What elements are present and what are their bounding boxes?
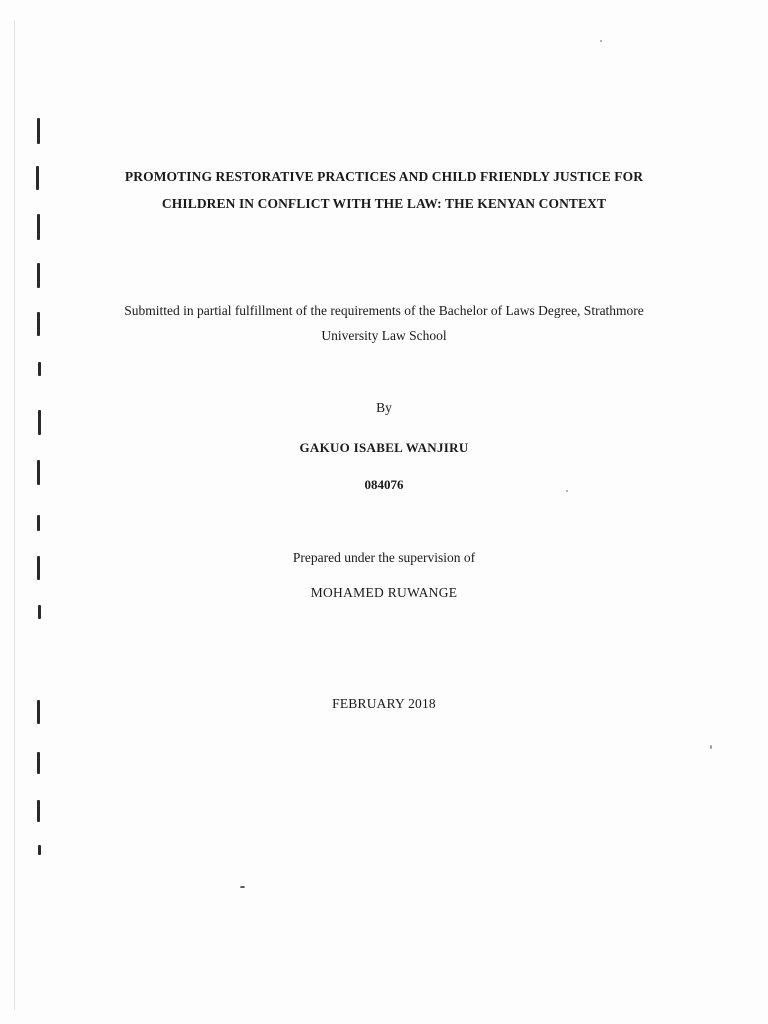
binding-marks (0, 0, 60, 1024)
binding-mark (37, 214, 40, 240)
binding-mark (38, 362, 41, 376)
scan-speck (240, 886, 245, 888)
binding-mark (37, 263, 40, 288)
scan-speck (600, 40, 602, 42)
scan-speck (710, 745, 712, 749)
binding-mark (37, 118, 40, 144)
binding-mark (37, 515, 40, 531)
submission-statement (0, 298, 768, 348)
author-name: GAKUO ISABEL WANJIRU (299, 440, 469, 455)
submission-date: FEBRUARY 2018 (332, 696, 436, 711)
title-line-1: PROMOTING RESTORATIVE PRACTICES AND CHILD FRIENDLY JUSTICE FOR (124, 169, 644, 184)
by-label: By (376, 400, 392, 415)
binding-mark (38, 605, 41, 619)
binding-mark (37, 800, 40, 822)
binding-mark (38, 845, 41, 855)
student-id: 084076 (364, 477, 404, 492)
thesis-title (0, 163, 768, 217)
supervisor-name: MOHAMED RUWANGE (310, 585, 458, 600)
submission-line-2: University Law School (321, 328, 447, 343)
binding-mark (37, 752, 40, 774)
supervision-label: Prepared under the supervision of (292, 550, 476, 565)
submission-line-1: Submitted in partial fulfillment of the requirements of the Bachelor of Laws Degree, Strathmore (124, 303, 644, 318)
title-line-2: CHILDREN IN CONFLICT WITH THE LAW: THE KENYAN CONTEXT (161, 196, 607, 211)
